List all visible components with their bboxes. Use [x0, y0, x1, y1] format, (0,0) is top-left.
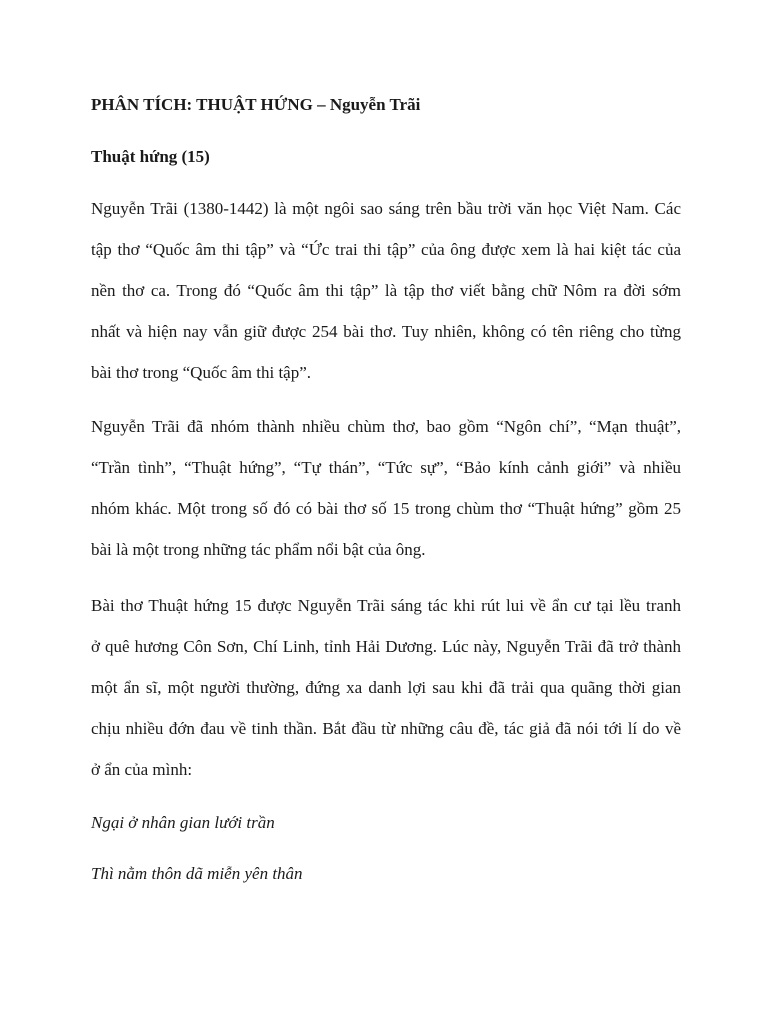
paragraph-poem-groups [91, 406, 681, 570]
paragraph-line: một ẩn sĩ, một người thường, đứng xa danh lợi sau khi đã trải qua quãng thời gian [91, 678, 681, 697]
paragraph-line: tập thơ “Quốc âm thi tập” và “Ức trai thi tập” của ông được xem là hai kiệt tác của [91, 240, 681, 259]
section-heading: Thuật hứng (15) [91, 147, 210, 166]
paragraph-line: “Trần tình”, “Thuật hứng”, “Tự thán”, “Tức sự”, “Bảo kính cảnh giới” và nhiều [91, 458, 681, 477]
paragraph-line: nền thơ ca. Trong đó “Quốc âm thi tập” là tập thơ viết bằng chữ Nôm ra đời sớm [91, 281, 681, 300]
paragraph-line: ở ẩn của mình: [91, 760, 193, 779]
poem-verse-line: Thì nằm thôn dã miễn yên thân [91, 864, 303, 883]
paragraph-line: Bài thơ Thuật hứng 15 được Nguyễn Trãi sáng tác khi rút lui về ẩn cư tại lều tranh [91, 596, 681, 615]
document-title: PHÂN TÍCH: THUẬT HỨNG – Nguyễn Trãi [91, 95, 421, 114]
paragraph-line: nhất và hiện nay vẫn giữ được 254 bài thơ. Tuy nhiên, không có tên riêng cho từng [91, 322, 681, 341]
paragraph-intro [91, 188, 681, 393]
paragraph-context [91, 585, 681, 790]
paragraph-line: bài thơ trong “Quốc âm thi tập”. [91, 363, 312, 382]
paragraph-line: ở quê hương Côn Sơn, Chí Linh, tỉnh Hải Dương. Lúc này, Nguyễn Trãi đã trở thành [91, 637, 681, 656]
paragraph-line: bài là một trong những tác phẩm nổi bật của ông. [91, 540, 426, 559]
poem-verse-line: Ngại ở nhân gian lưới trần [91, 813, 275, 832]
paragraph-line: Nguyễn Trãi (1380-1442) là một ngôi sao sáng trên bầu trời văn học Việt Nam. Các [91, 199, 681, 218]
paragraph-line: chịu nhiều đớn đau về tinh thần. Bắt đầu từ những câu đề, tác giả đã nói tới lí do về [91, 719, 681, 738]
paragraph-line: nhóm khác. Một trong số đó có bài thơ số 15 trong chùm thơ “Thuật hứng” gồm 25 [91, 499, 681, 518]
paragraph-line: Nguyễn Trãi đã nhóm thành nhiều chùm thơ, bao gồm “Ngôn chí”, “Mạn thuật”, [91, 417, 681, 436]
